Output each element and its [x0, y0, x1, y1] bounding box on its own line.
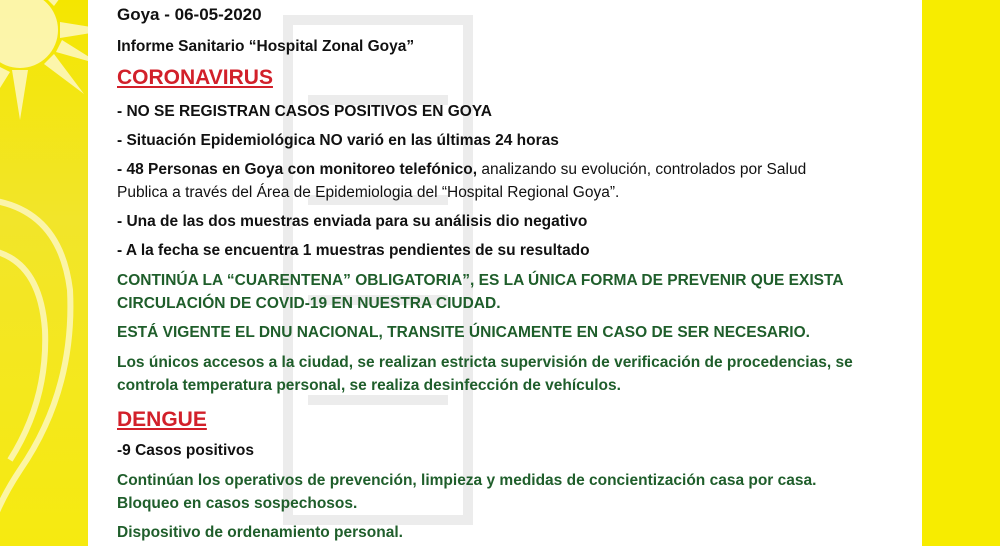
quarantine-notice-line-1: CONTINÚA LA “CUARENTENA” OBLIGATORIA”, ES LA ÚNICA FORMA DE PREVENIR QUE EXISTA [117, 272, 844, 289]
coronavirus-heading: CORONAVIRUS [117, 66, 273, 89]
quarantine-notice-line-2: CIRCULACIÓN DE COVID-19 EN NUESTRA CIUDAD. [117, 295, 501, 312]
coronavirus-item-3 [117, 161, 806, 179]
crest-watermark-icon [0, 170, 88, 546]
city-access-notice-line-1: Los únicos accesos a la ciudad, se realizan estricta supervisión de verificación de procedencias, se [117, 354, 853, 371]
coronavirus-item-2: - Situación Epidemiológica NO varió en las últimas 24 horas [117, 132, 559, 149]
coronavirus-item-5: - A la fecha se encuentra 1 muestras pendientes de su resultado [117, 242, 590, 259]
city-access-notice-line-2: controla temperatura personal, se realiza desinfección de vehículos. [117, 377, 621, 394]
coronavirus-item-1: - NO SE REGISTRAN CASOS POSITIVOS EN GOYA [117, 103, 492, 120]
dengue-device-notice: Dispositivo de ordenamiento personal. [117, 524, 403, 541]
dengue-operations-line-2: Bloqueo en casos sospechosos. [117, 495, 358, 512]
dnu-notice: ESTÁ VIGENTE EL DNU NACIONAL, TRANSITE ÚNICAMENTE EN CASO DE SER NECESARIO. [117, 324, 810, 341]
report-sheet [88, 0, 922, 546]
report-date: Goya - 06-05-2020 [117, 5, 262, 24]
sun-emblem-icon [0, 0, 88, 120]
dengue-operations-line-1: Continúan los operativos de prevención, limpieza y medidas de concientización casa por casa. [117, 472, 817, 489]
coronavirus-item-4: - Una de las dos muestras enviada para su análisis dio negativo [117, 213, 588, 230]
left-decorative-band [0, 0, 88, 546]
coronavirus-item-3-line-2: Publica a través del Área de Epidemiologia del “Hospital Regional Goya”. [117, 184, 620, 201]
report-title: Informe Sanitario “Hospital Zonal Goya” [117, 38, 415, 55]
coronavirus-item-3-rest: analizando su evolución, controlados por Salud [477, 161, 807, 178]
right-decorative-band [922, 0, 1000, 546]
dengue-item-1: -9 Casos positivos [117, 442, 254, 459]
dengue-heading: DENGUE [117, 408, 207, 431]
coronavirus-item-3-bold: - 48 Personas en Goya con monitoreo telefónico, [117, 161, 478, 178]
